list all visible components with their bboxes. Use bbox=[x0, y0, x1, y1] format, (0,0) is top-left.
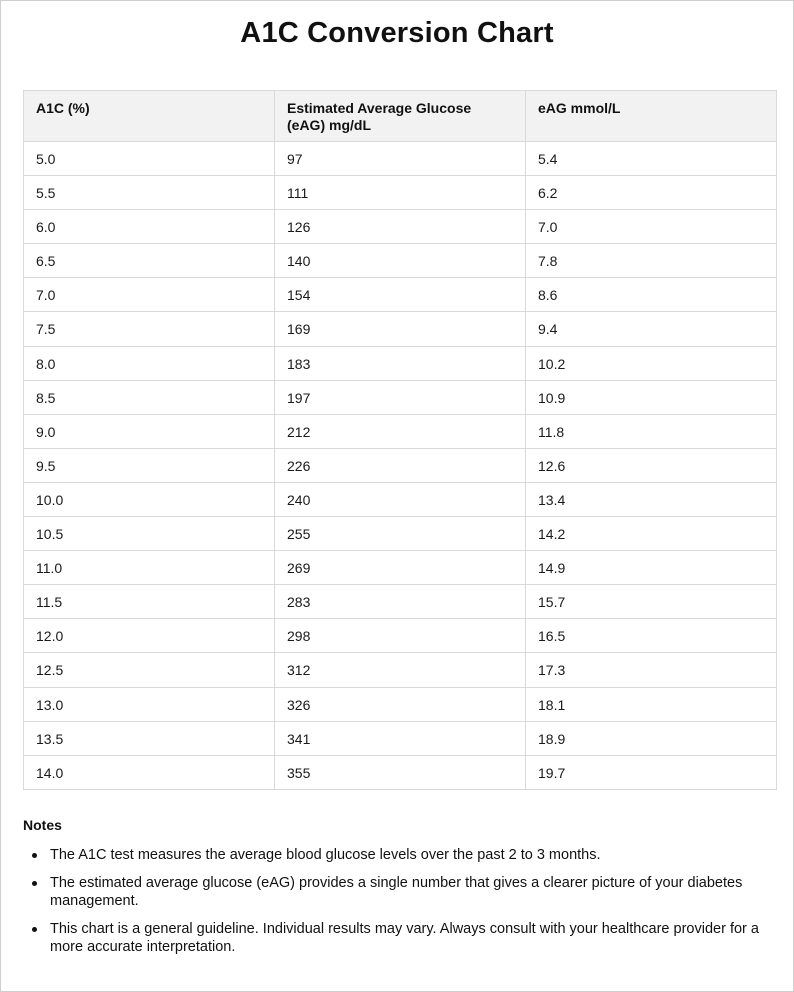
table-row bbox=[24, 687, 777, 721]
cell-eag-mgdl: 283 bbox=[275, 585, 526, 619]
cell-eag-mgdl: 255 bbox=[275, 517, 526, 551]
cell-a1c: 13.0 bbox=[24, 687, 275, 721]
cell-eag-mmol: 10.2 bbox=[526, 346, 777, 380]
cell-eag-mmol: 14.2 bbox=[526, 517, 777, 551]
table-row bbox=[24, 380, 777, 414]
cell-eag-mmol: 6.2 bbox=[526, 176, 777, 210]
note-text: The estimated average glucose (eAG) provides a single number that gives a clearer picture of your diabetes management. bbox=[50, 875, 743, 909]
cell-eag-mgdl: 183 bbox=[275, 346, 526, 380]
cell-eag-mmol: 14.9 bbox=[526, 551, 777, 585]
cell-eag-mgdl: 126 bbox=[275, 210, 526, 244]
cell-a1c: 5.0 bbox=[24, 142, 275, 176]
cell-eag-mgdl: 140 bbox=[275, 244, 526, 278]
table-row bbox=[24, 278, 777, 312]
notes-title: Notes bbox=[23, 817, 62, 833]
cell-eag-mmol: 18.1 bbox=[526, 687, 777, 721]
note-text: This chart is a general guideline. Individual results may vary. Always consult with your healthcare provider for a more accurate interpretation. bbox=[50, 921, 759, 955]
cell-eag-mmol: 7.8 bbox=[526, 244, 777, 278]
cell-eag-mmol: 8.6 bbox=[526, 278, 777, 312]
cell-eag-mgdl: 240 bbox=[275, 482, 526, 516]
cell-eag-mmol: 7.0 bbox=[526, 210, 777, 244]
table-row bbox=[24, 414, 777, 448]
table-row bbox=[24, 755, 777, 789]
header-a1c: A1C (%) bbox=[24, 91, 275, 142]
cell-eag-mmol: 13.4 bbox=[526, 482, 777, 516]
table-row bbox=[24, 585, 777, 619]
cell-eag-mgdl: 312 bbox=[275, 653, 526, 687]
page-title: A1C Conversion Chart bbox=[240, 17, 554, 49]
cell-eag-mmol: 5.4 bbox=[526, 142, 777, 176]
cell-a1c: 7.0 bbox=[24, 278, 275, 312]
conversion-table bbox=[23, 90, 777, 790]
cell-eag-mmol: 12.6 bbox=[526, 448, 777, 482]
cell-eag-mgdl: 154 bbox=[275, 278, 526, 312]
table-body bbox=[24, 142, 777, 790]
cell-a1c: 5.5 bbox=[24, 176, 275, 210]
cell-eag-mmol: 17.3 bbox=[526, 653, 777, 687]
cell-eag-mgdl: 97 bbox=[275, 142, 526, 176]
cell-eag-mmol: 10.9 bbox=[526, 380, 777, 414]
cell-a1c: 11.0 bbox=[24, 551, 275, 585]
notes-section bbox=[23, 817, 763, 966]
table-row bbox=[24, 176, 777, 210]
cell-eag-mgdl: 169 bbox=[275, 312, 526, 346]
cell-eag-mgdl: 341 bbox=[275, 721, 526, 755]
cell-eag-mgdl: 269 bbox=[275, 551, 526, 585]
table-row bbox=[24, 142, 777, 176]
cell-eag-mmol: 18.9 bbox=[526, 721, 777, 755]
table-row bbox=[24, 653, 777, 687]
table-row bbox=[24, 244, 777, 278]
cell-a1c: 12.5 bbox=[24, 653, 275, 687]
cell-a1c: 13.5 bbox=[24, 721, 275, 755]
table-row bbox=[24, 517, 777, 551]
note-text: The A1C test measures the average blood glucose levels over the past 2 to 3 months. bbox=[50, 847, 601, 863]
cell-a1c: 6.0 bbox=[24, 210, 275, 244]
notes-list bbox=[23, 846, 763, 956]
notes-list-item bbox=[23, 874, 763, 910]
cell-a1c: 12.0 bbox=[24, 619, 275, 653]
cell-eag-mmol: 16.5 bbox=[526, 619, 777, 653]
header-eag-mgdl: Estimated Average Glucose (eAG) mg/dL bbox=[275, 91, 526, 142]
cell-eag-mmol: 19.7 bbox=[526, 755, 777, 789]
table-row bbox=[24, 312, 777, 346]
cell-a1c: 11.5 bbox=[24, 585, 275, 619]
cell-a1c: 8.5 bbox=[24, 380, 275, 414]
cell-eag-mmol: 9.4 bbox=[526, 312, 777, 346]
table-row bbox=[24, 619, 777, 653]
table-row bbox=[24, 721, 777, 755]
table-row bbox=[24, 482, 777, 516]
bullet-icon bbox=[32, 881, 37, 886]
bullet-icon bbox=[32, 853, 37, 858]
cell-a1c: 10.5 bbox=[24, 517, 275, 551]
cell-a1c: 6.5 bbox=[24, 244, 275, 278]
table-header bbox=[24, 91, 777, 142]
cell-eag-mgdl: 298 bbox=[275, 619, 526, 653]
table-row bbox=[24, 210, 777, 244]
cell-eag-mgdl: 226 bbox=[275, 448, 526, 482]
conversion-table-container bbox=[23, 90, 776, 790]
cell-eag-mgdl: 197 bbox=[275, 380, 526, 414]
cell-a1c: 8.0 bbox=[24, 346, 275, 380]
notes-list-item bbox=[23, 846, 763, 864]
table-row bbox=[24, 448, 777, 482]
cell-eag-mgdl: 355 bbox=[275, 755, 526, 789]
table-row bbox=[24, 551, 777, 585]
cell-a1c: 7.5 bbox=[24, 312, 275, 346]
cell-eag-mmol: 15.7 bbox=[526, 585, 777, 619]
notes-list-item bbox=[23, 920, 763, 956]
table-header-row bbox=[24, 91, 777, 142]
bullet-icon bbox=[32, 927, 37, 932]
cell-a1c: 9.5 bbox=[24, 448, 275, 482]
table-row bbox=[24, 346, 777, 380]
cell-eag-mgdl: 326 bbox=[275, 687, 526, 721]
cell-eag-mmol: 11.8 bbox=[526, 414, 777, 448]
cell-eag-mgdl: 212 bbox=[275, 414, 526, 448]
header-eag-mmol: eAG mmol/L bbox=[526, 91, 777, 142]
cell-eag-mgdl: 111 bbox=[275, 176, 526, 210]
cell-a1c: 9.0 bbox=[24, 414, 275, 448]
cell-a1c: 14.0 bbox=[24, 755, 275, 789]
cell-a1c: 10.0 bbox=[24, 482, 275, 516]
